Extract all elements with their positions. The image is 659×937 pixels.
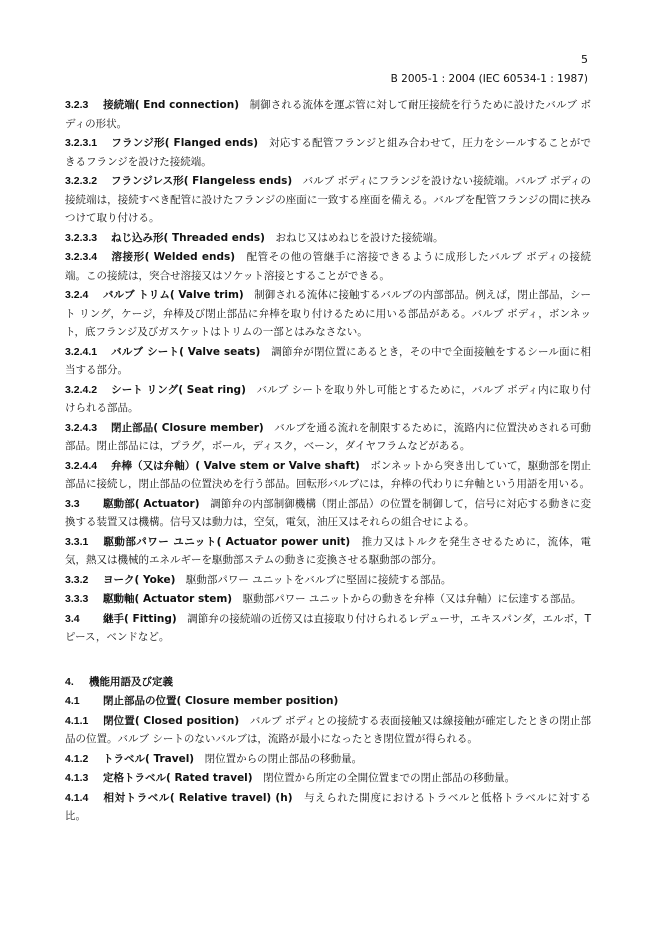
definition-text: 調節弁の内部制御機構（閉止部品）の位置を制御して，信号に対応する動きに変換する装置又は機構。信号又は動力は，空気，電気，油圧又はそれらの組合せによる。 (65, 497, 591, 528)
clause-number: 4.1.4 (65, 791, 89, 804)
term-name: フランジ形( Flanged ends) (111, 137, 259, 149)
term-name: 相対トラベル( Relative travel) (h) (103, 791, 293, 804)
definition-text: 駆動部パワー ユニットをバルブに堅固に接続する部品。 (175, 573, 452, 586)
definition-entry (65, 381, 591, 418)
clause-number: 3.3 (65, 497, 80, 510)
clause-number: 3.3.1 (65, 535, 89, 548)
clause-number: 3.2.3 (65, 99, 89, 111)
clause-number: 3.2.4.3 (65, 421, 98, 434)
term-name: 閉止部品の位置( Closure member position) (103, 695, 339, 707)
section-number: 4. (65, 675, 74, 688)
term-name: バルブ シート( Valve seats) (111, 345, 261, 358)
term-name: 閉止部品( Closure member) (111, 421, 264, 434)
definition-entry (65, 248, 591, 285)
clause-number: 4.1.2 (65, 752, 89, 765)
term-name: シート リング( Seat ring) (111, 383, 246, 396)
definition-entry (65, 590, 591, 609)
definition-text: 閉位置から所定の全開位置までの閉止部品の移動量。 (252, 772, 516, 784)
definition-entry (65, 286, 591, 342)
term-name: 閉位置( Closed position) (103, 714, 240, 727)
clause-number: 3.2.4.2 (65, 383, 98, 396)
clause-number: 3.2.3.1 (65, 137, 98, 149)
term-name: フランジレス形( Flangeless ends) (111, 175, 293, 187)
entries-list (65, 96, 591, 647)
definition-entry (65, 692, 591, 711)
section-4-heading (65, 673, 591, 692)
term-name: 定格トラベル( Rated travel) (103, 772, 253, 784)
clause-number: 4.1.1 (65, 714, 89, 727)
definition-entry (65, 419, 591, 456)
definition-entry (65, 343, 591, 380)
definition-text: ボンネットから突き出していて，駆動部を閉止部品に接続し，閉止部品の位置決めを行う部品。回転形バルブには，弁棒の代わりに弁軸という用語を用いる。 (65, 459, 591, 490)
definition-entry (65, 495, 591, 532)
definition-entry (65, 571, 591, 590)
term-name: 弁棒（又は弁軸）( Valve stem or Valve shaft) (111, 459, 360, 472)
clause-number: 3.2.4 (65, 289, 89, 301)
term-name: バルブ トリム( Valve trim) (103, 289, 244, 301)
clause-number: 4.1.3 (65, 772, 89, 784)
clause-number: 4.1 (65, 695, 80, 707)
definition-text: 推力又はトルクを発生させるために，流体，電気，熱又は機械的エネルギーを駆動部ステムの動きに変換させる駆動部の部分。 (65, 535, 591, 566)
definition-text: バルブを通る流れを制限するために，流路内に位置決めされる可動部品。閉止部品には，プラグ，ボール，ディスク，ベーン，ダイヤフラムなどがある。 (65, 421, 591, 452)
term-name: 接続端( End connection) (103, 99, 239, 111)
clause-number: 3.2.4.1 (65, 345, 98, 358)
section-4-entries (65, 692, 591, 826)
definition-text: 駆動部パワー ユニットからの動きを弁棒（又は弁軸）に伝達する部品。 (232, 593, 582, 605)
definition-entry (65, 134, 591, 171)
definition-entry (65, 172, 591, 228)
clause-number: 3.2.3.2 (65, 175, 98, 187)
term-name: 溶接形( Welded ends) (111, 251, 236, 263)
definition-text: バルブ ボディとの接続する表面接触又は線接触が確定したときの閉止部品の位置。バルブ シートのないバルブは，流路が最小になったとき閉位置が得られる。 (65, 714, 592, 745)
definition-entry (65, 610, 591, 647)
standard-header: B 2005-1 : 2004 (IEC 60534-1 : 1987) (390, 73, 588, 85)
term-name: 継手( Fitting) (103, 612, 177, 625)
section-title: 機能用語及び定義 (89, 675, 173, 688)
definition-entry (65, 750, 591, 769)
definition-entry (65, 457, 591, 494)
definition-text: 制御される流体を運ぶ管に対して耐圧接続を行うために設けたバルブ ボディの形状。 (65, 99, 591, 130)
clause-number: 3.3.3 (65, 593, 89, 605)
definition-entry (65, 533, 591, 570)
term-name: 駆動軸( Actuator stem) (103, 593, 233, 605)
definition-text: おねじ又はめねじを設けた接続端。 (264, 231, 444, 244)
term-name: ヨーク( Yoke) (103, 573, 176, 586)
definition-entry (65, 96, 591, 133)
definition-text: バルブ ボディにフランジを設けない接続端。バルブ ボディの接続端は，接続すべき配管に設けたフランジの座面に一致する座面を備える。バルブを配管フランジの間に挟みつけて取り付ける。 (65, 175, 591, 224)
definition-text: 対応する配管フランジと組み合わせて，圧力をシールすることができるフランジを設けた接続端。 (65, 137, 591, 168)
term-name: ねじ込み形( Threaded ends) (111, 231, 265, 244)
clause-number: 3.2.3.4 (65, 251, 98, 263)
term-name: 駆動部パワー ユニット( Actuator power unit) (103, 535, 351, 548)
definition-text: 調節弁が閉位置にあるとき，その中で全面接触をするシール面に相当する部分。 (65, 345, 591, 376)
clause-number: 3.2.3.3 (65, 231, 98, 244)
definition-entry (65, 712, 591, 749)
definition-text: 調節弁の接続端の近傍又は直接取り付けられるレデューサ，エキスパンダ，エルボ，T ピース，ベンドなど。 (65, 612, 592, 643)
definition-entry (65, 769, 591, 788)
definition-text: バルブ シートを取り外し可能とするために，バルブ ボディ内に取り付けられる部品。 (65, 383, 591, 414)
page-number: 5 (581, 53, 588, 66)
definition-text: 閉位置からの閉止部品の移動量。 (194, 752, 363, 765)
clause-number: 3.2.4.4 (65, 459, 98, 472)
definition-entry (65, 229, 591, 248)
document-body (65, 96, 591, 827)
definition-text: 与えられた開度におけるトラベルと低格トラベルに対する比。 (65, 791, 591, 822)
clause-number: 3.3.2 (65, 573, 89, 586)
term-name: 駆動部( Actuator) (103, 497, 200, 510)
term-name: トラベル( Travel) (103, 752, 195, 765)
clause-number: 3.4 (65, 612, 80, 625)
definition-text: 配管その他の管継手に溶接できるように成形したバルブ ボディの接続端。この接続は，突合せ溶接又はソケット溶接とすることができる。 (65, 251, 591, 282)
definition-text: 制御される流体に接触するバルブの内部部品。例えば，閉止部品，シート リング，ケージ，弁棒及び閉止部品に弁棒を取り付けるために用いる部品がある。バルブ ボディ，ボンネット，底フランジ及びガスケットはトリムの一部とはみなさない。 (65, 289, 591, 338)
definition-entry (65, 789, 591, 826)
